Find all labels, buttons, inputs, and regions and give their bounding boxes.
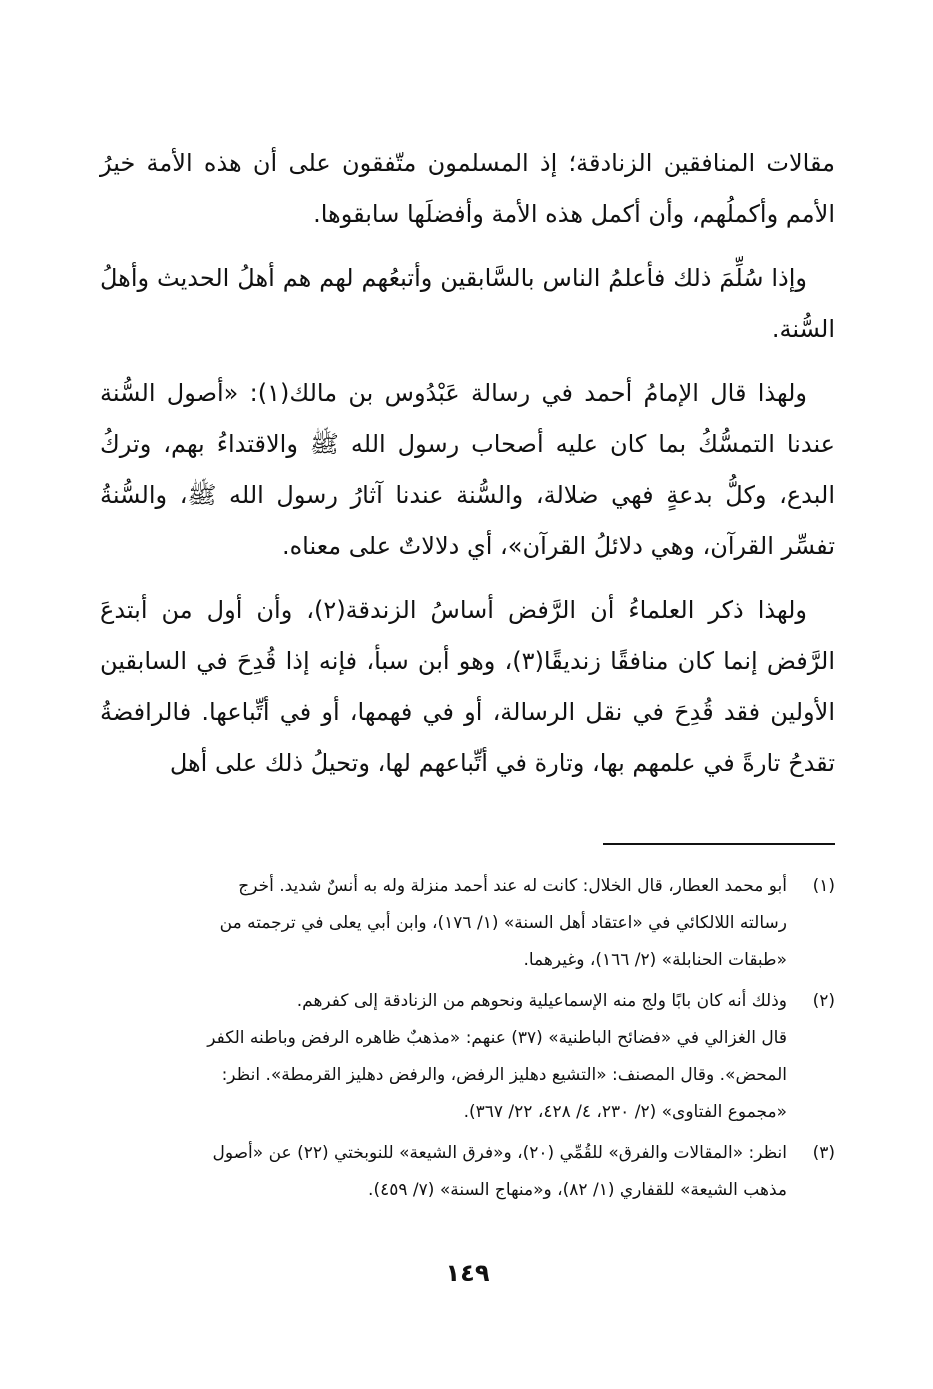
footnote-1 xyxy=(100,868,835,979)
footnote-line: أبو محمد العطار، قال الخلال: كانت له عند أحمد منزلة وله به أنسٌ شديد. أخرج xyxy=(238,876,787,896)
paragraph-4: ولهذا ذكر العلماءُ أن الرَّفض أساسُ الزندقة(٢)، وأن أول من أبتدعَ الرَّفض إنما كان منافقًا زنديقًا(٣)، وهو أبن سبأ، فإنه إذا قُدِحَ في السابقين الأولين فقد قُدِحَ في نقل الرسالة، أو في فهمها، أو في أتِّباعها. فالرافضةُ تقدحُ تارةً في علمهم بها، وتارة في أتِّباعهم لها، وتحيلُ ذلك على أهل xyxy=(100,596,835,777)
footnote-line: قال الغزالي في «فضائح الباطنية» (٣٧) عنهم: «مذهبٌ ظاهره الرفض وباطنه الكفر xyxy=(207,1028,787,1048)
footnote-line: وذلك أنه كان بابًا ولج منه الإسماعيلية ونحوهم من الزنادقة إلى كفرهم. xyxy=(296,991,787,1011)
footnote-separator xyxy=(603,843,835,845)
footnote-number: (٢) xyxy=(812,991,835,1011)
footnote-line: انظر: «المقالات والفرق» للقُمِّي (٢٠)، و«فرق الشيعة» للنوبختي (٢٢) عن «أصول xyxy=(212,1143,787,1163)
main-text xyxy=(100,138,835,789)
footnote-line: «طبقات الحنابلة» (٢/ ١٦٦)، وغيرهما. xyxy=(523,950,787,970)
footnote-line: مذهب الشيعة» للقفاري (١/ ٨٢)، و«منهاج السنة» (٧/ ٤٥٩). xyxy=(368,1180,787,1200)
footnote-number: (٣) xyxy=(812,1143,835,1163)
paragraph-3: ولهذا قال الإمامُ أحمد في رسالة عَبْدُوس بن مالك(١): «أصول السُّنة عندنا التمسُّكُ بما كان عليه أصحاب رسول الله ﷺ والاقتداءُ بهم، وتركُ البدع، وكلُّ بدعةٍ فهي ضلالة، والسُّنة عندنا آثارُ رسول الله ﷺ، والسُّنةُ تفسِّر القرآن، وهي دلائلُ القرآن»، أي دلالاتٌ على معناه. xyxy=(100,379,835,560)
footnote-line: المحض». وقال المصنف: «التشيع دهليز الرفض، والرفض دهليز القرمطة». انظر: xyxy=(221,1065,787,1085)
footnote-line: «مجموع الفتاوى» (٢/ ٢٣٠، ٤/ ٤٢٨، ٢٢/ ٣٦٧). xyxy=(463,1102,787,1122)
footnote-3 xyxy=(100,1135,835,1209)
paragraph-1: مقالات المنافقين الزنادقة؛ إذ المسلمون متّفقون على أن هذه الأمة خيرُ الأمم وأكملُهم، وأن أكمل هذه الأمة وأفضلَها سابقوها. xyxy=(100,149,835,228)
footnote-2 xyxy=(100,983,835,1131)
page-number: ١٤٩ xyxy=(445,1259,490,1287)
footnotes xyxy=(100,868,835,1213)
footnote-number: (١) xyxy=(812,876,835,896)
footnote-line: رسالته اللالكائي في «اعتقاد أهل السنة» (١/ ١٧٦)، وابن أبي يعلى في ترجمته من xyxy=(219,913,787,933)
paragraph-2: وإذا سُلِّمَ ذلك فأعلمُ الناس بالسَّابقين وأتبعُهم لهم هم أهلُ الحديث وأهلُ السُّنة. xyxy=(100,264,835,343)
book-page xyxy=(100,138,835,1288)
